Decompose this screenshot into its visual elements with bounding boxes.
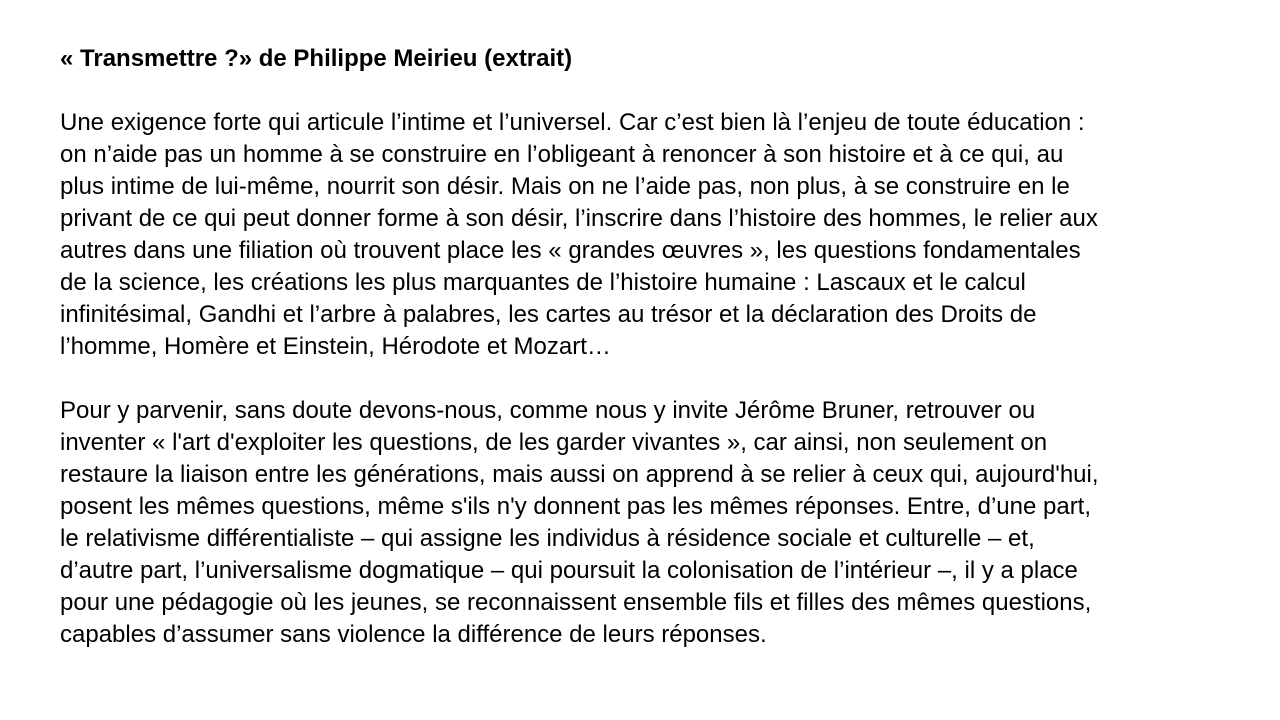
paragraph-line: restaure la liaison entre les générations, mais aussi on apprend à se relier à ceux qui, aujourd'hui, <box>60 461 1099 488</box>
paragraph-line: pour une pédagogie où les jeunes, se reconnaissent ensemble fils et filles des mêmes questions, <box>60 589 1092 616</box>
paragraph-line: posent les mêmes questions, même s'ils n'y donnent pas les mêmes réponses. Entre, d’une part, <box>60 493 1092 520</box>
paragraph-line: infinitésimal, Gandhi et l’arbre à palabres, les cartes au trésor et la déclaration des Droits de <box>60 301 1037 328</box>
paragraph-line: inventer « l'art d'exploiter les questions, de les garder vivantes », car ainsi, non seulement on <box>60 429 1048 456</box>
paragraph-line: autres dans une filiation où trouvent place les « grandes œuvres », les questions fondamentales <box>60 237 1081 264</box>
paragraph-1 <box>60 107 1220 363</box>
paragraph-line: capables d’assumer sans violence la différence de leurs réponses. <box>60 621 767 648</box>
paragraph-line: le relativisme différentialiste – qui assigne les individus à résidence sociale et culturelle – et, <box>60 525 1035 552</box>
paragraph-line: on n’aide pas un homme à se construire en l’obligeant à renoncer à son histoire et à ce qui, au <box>60 141 1064 168</box>
document-title: « Transmettre ?» de Philippe Meirieu (extrait) <box>60 45 573 72</box>
paragraph-line: d’autre part, l’universalisme dogmatique – qui poursuit la colonisation de l’intérieur –, il y a place <box>60 557 1078 584</box>
paragraph-line: Pour y parvenir, sans doute devons-nous, comme nous y invite Jérôme Bruner, retrouver ou <box>60 397 1036 424</box>
paragraph-line: l’homme, Homère et Einstein, Hérodote et Mozart… <box>60 333 611 360</box>
paragraph-line: privant de ce qui peut donner forme à son désir, l’inscrire dans l’histoire des hommes, le relier aux <box>60 205 1098 232</box>
paragraph-line: Une exigence forte qui articule l’intime et l’universel. Car c’est bien là l’enjeu de toute éducation : <box>60 109 1085 136</box>
paragraph-line: plus intime de lui-même, nourrit son désir. Mais on ne l’aide pas, non plus, à se construire en le <box>60 173 1070 200</box>
paragraph-2 <box>60 395 1220 651</box>
paragraph-line: de la science, les créations les plus marquantes de l’histoire humaine : Lascaux et le calcul <box>60 269 1026 296</box>
